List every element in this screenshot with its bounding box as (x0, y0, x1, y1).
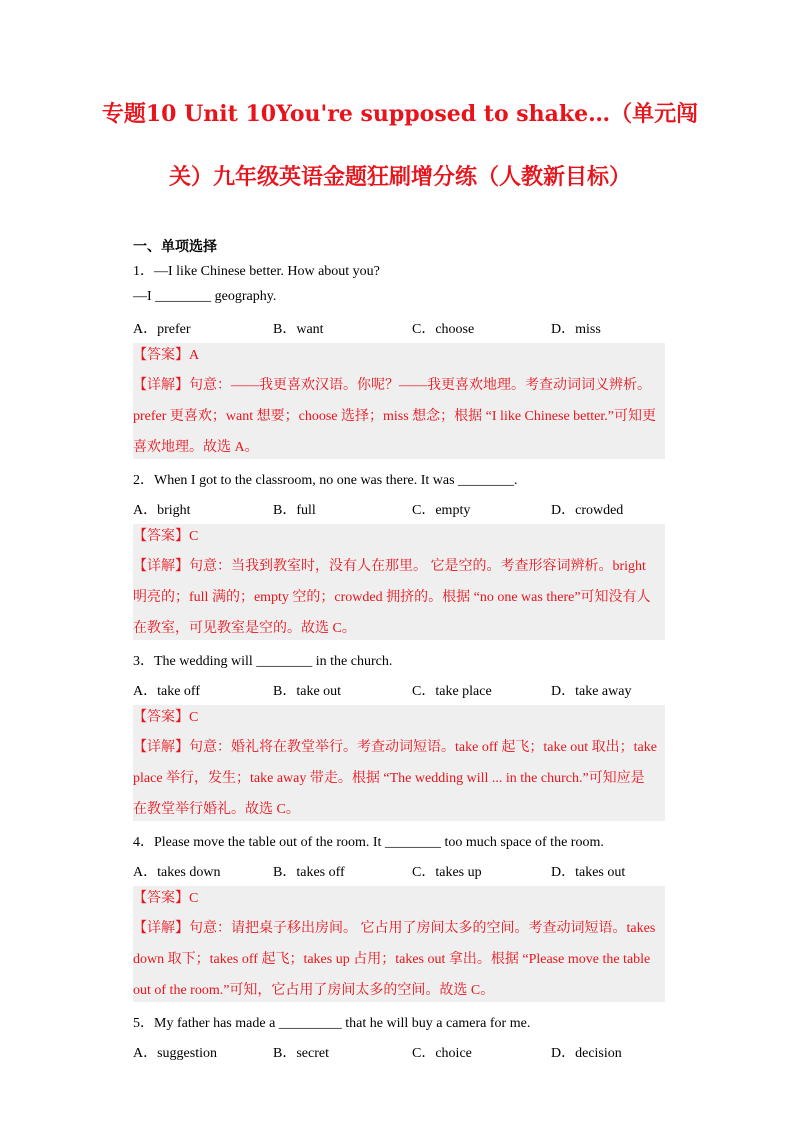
question-2-explanation-line-2: 明亮的；full 满的；empty 空的；crowded 拥挤的。根据 “no one was there”可知没有人 (133, 590, 651, 605)
question-1-explanation-line-1: 【详解】句意：——我更喜欢汉语。你呢？——我更喜欢地理。考查动词词义辨析。 (133, 378, 651, 393)
question-4-option-d: D．takes out (551, 865, 626, 880)
question-4-explanation-line-2: down 取下；takes off 起飞；takes up 占用；takes out 拿出。根据 “Please move the table (133, 952, 651, 967)
question-4-option-b: B．takes off (273, 865, 345, 880)
question-1-answer: 【答案】A (133, 348, 200, 363)
question-4-explanation-line-3: out of the room.”可知，它占用了房间太多的空间。故选 C。 (133, 983, 495, 998)
question-2-explanation-line-1: 【详解】句意：当我到教室时，没有人在那里。 它是空的。考查形容词辨析。bright (133, 559, 646, 574)
question-1-explanation-line-3: 喜欢地理。故选 A。 (133, 440, 259, 455)
question-1-option-d: D．miss (551, 322, 601, 337)
question-3-explanation-line-3: 在教堂举行婚礼。故选 C。 (133, 802, 300, 817)
question-4-stem: 4．Please move the table out of the room. It ________ too much space of the room. (133, 835, 604, 850)
question-5-option-d: D．decision (551, 1046, 622, 1061)
question-3-stem: 3．The wedding will ________ in the church. (133, 654, 393, 669)
question-2-answer: 【答案】C (133, 529, 199, 544)
question-2-option-a: A．bright (133, 503, 191, 518)
document-title-line-1: 专题10 Unit 10You're supposed to shake…（单元闯 (101, 101, 699, 127)
question-3-option-d: D．take away (551, 684, 632, 699)
question-1-explanation-line-2: prefer 更喜欢；want 想要；choose 选择；miss 想念；根据 “I like Chinese better.”可知更 (133, 409, 656, 424)
question-2-stem: 2．When I got to the classroom, no one was there. It was ________. (133, 473, 518, 488)
question-3-option-a: A．take off (133, 684, 200, 699)
question-2-option-c: C．empty (412, 503, 471, 518)
question-2-option-b: B．full (273, 503, 316, 518)
question-4-option-a: A．takes down (133, 865, 221, 880)
question-1-option-b: B．want (273, 322, 324, 337)
question-4-explanation-line-1: 【详解】句意：请把桌子移出房间。 它占用了房间太多的空间。考查动词短语。takes (133, 921, 656, 936)
question-3-answer: 【答案】C (133, 710, 199, 725)
question-3-option-c: C．take place (412, 684, 492, 699)
question-5-stem: 5．My father has made a _________ that he will buy a camera for me. (133, 1016, 531, 1031)
section-heading: 一、单项选择 (133, 239, 217, 255)
question-1-option-c: C．choose (412, 322, 475, 337)
question-5-option-b: B．secret (273, 1046, 329, 1061)
question-4-option-c: C．takes up (412, 865, 482, 880)
question-1-stem: 1．—I like Chinese better. How about you? (133, 264, 380, 279)
question-5-option-c: C．choice (412, 1046, 472, 1061)
document-title-line-2: 关）九年级英语金题狂刷增分练（人教新目标） (168, 164, 631, 190)
question-3-option-b: B．take out (273, 684, 342, 699)
question-3-explanation-line-2: place 举行，发生；take away 带走。根据 “The wedding will ... in the church.”可知应是 (133, 771, 645, 786)
question-3-explanation-line-1: 【详解】句意：婚礼将在教堂举行。考查动词短语。take off 起飞；take out 取出；take (133, 740, 657, 755)
question-5-option-a: A．suggestion (133, 1046, 217, 1061)
question-1-stem-line-2: —I ________ geography. (133, 289, 277, 304)
question-2-explanation-line-3: 在教室，可见教室是空的。故选 C。 (133, 621, 356, 636)
question-4-answer: 【答案】C (133, 891, 199, 906)
question-1-option-a: A．prefer (133, 322, 191, 337)
question-2-option-d: D．crowded (551, 503, 624, 518)
